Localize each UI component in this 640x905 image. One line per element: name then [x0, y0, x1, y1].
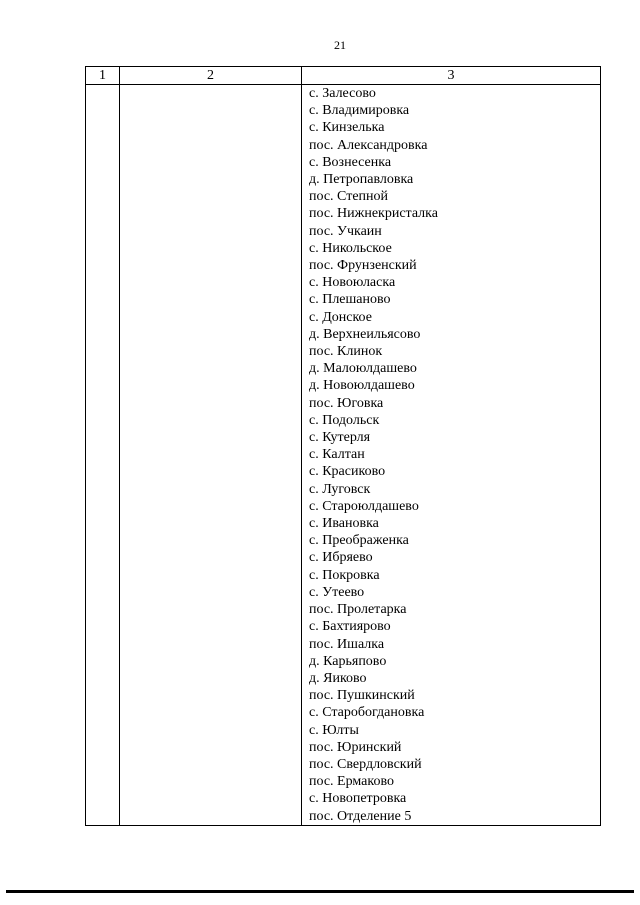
table-cell-col-2: [120, 85, 302, 826]
settlement-item: с. Юлты: [309, 722, 359, 738]
bottom-rule: [6, 890, 634, 893]
settlement-item: пос. Отделение 5: [309, 808, 412, 824]
settlement-item: с. Старобогдановка: [309, 705, 425, 721]
settlement-item: с. Луговск: [309, 481, 371, 497]
settlement-item: д. Новоюлдашево: [309, 378, 415, 394]
settlement-item: пос. Пушкинский: [309, 688, 415, 704]
settlement-item: д. Карьяпово: [309, 653, 387, 669]
settlement-list: [302, 85, 600, 825]
settlement-item: пос. Нижнекристалка: [309, 206, 438, 222]
settlement-item: пос. Ишалка: [309, 636, 385, 652]
settlement-item: с. Покровка: [309, 567, 380, 583]
column-header-2: 2: [120, 67, 302, 85]
settlement-item: с. Ибряево: [309, 550, 373, 566]
settlement-item: с. Подольск: [309, 412, 380, 428]
table-header-row: [86, 67, 601, 85]
settlement-item: с. Новоюласка: [309, 275, 396, 291]
settlement-item: с. Плешаново: [309, 292, 391, 308]
settlement-item: с. Староюлдашево: [309, 498, 419, 514]
table-row: [86, 85, 601, 826]
settlement-item: с. Преображенка: [309, 533, 409, 549]
settlement-item: с. Залесово: [309, 86, 376, 101]
settlement-item: д. Яиково: [309, 670, 367, 686]
table-cell-col-1: [86, 85, 120, 826]
column-header-1: 1: [86, 67, 120, 85]
settlements-table: [85, 66, 601, 826]
settlement-item: пос. Фрунзенский: [309, 258, 417, 274]
settlement-item: пос. Степной: [309, 189, 389, 205]
page-number: 21: [334, 38, 346, 52]
settlement-item: с. Утеево: [309, 584, 365, 600]
settlement-item: д. Петропавловка: [309, 172, 414, 188]
settlement-item: с. Кутерля: [309, 430, 371, 446]
settlement-item: пос. Александровка: [309, 137, 428, 153]
settlement-item: пос. Свердловский: [309, 756, 422, 772]
settlement-item: с. Бахтиярово: [309, 619, 391, 635]
settlement-item: с. Владимировка: [309, 103, 410, 119]
settlement-item: д. Малоюлдашево: [309, 361, 417, 377]
settlement-item: пос. Юринский: [309, 739, 402, 755]
settlement-item: с. Новопетровка: [309, 791, 407, 807]
settlement-item: пос. Юговка: [309, 395, 384, 411]
settlement-item: с. Никольское: [309, 240, 392, 256]
column-header-3: 3: [302, 67, 601, 85]
settlement-item: с. Вознесенка: [309, 154, 392, 170]
settlement-item: пос. Клинок: [309, 344, 383, 360]
settlement-item: с. Калтан: [309, 447, 365, 463]
settlement-item: пос. Учкаин: [309, 223, 382, 239]
settlement-item: пос. Пролетарка: [309, 602, 407, 618]
settlement-item: с. Ивановка: [309, 516, 379, 532]
settlement-item: д. Верхнеильясово: [309, 326, 421, 342]
settlement-item: с. Кинзелька: [309, 120, 385, 136]
settlement-item: с. Донское: [309, 309, 372, 325]
table-cell-col-3: [302, 85, 601, 826]
settlement-item: пос. Ермаково: [309, 774, 394, 790]
settlement-item: с. Красиково: [309, 464, 386, 480]
